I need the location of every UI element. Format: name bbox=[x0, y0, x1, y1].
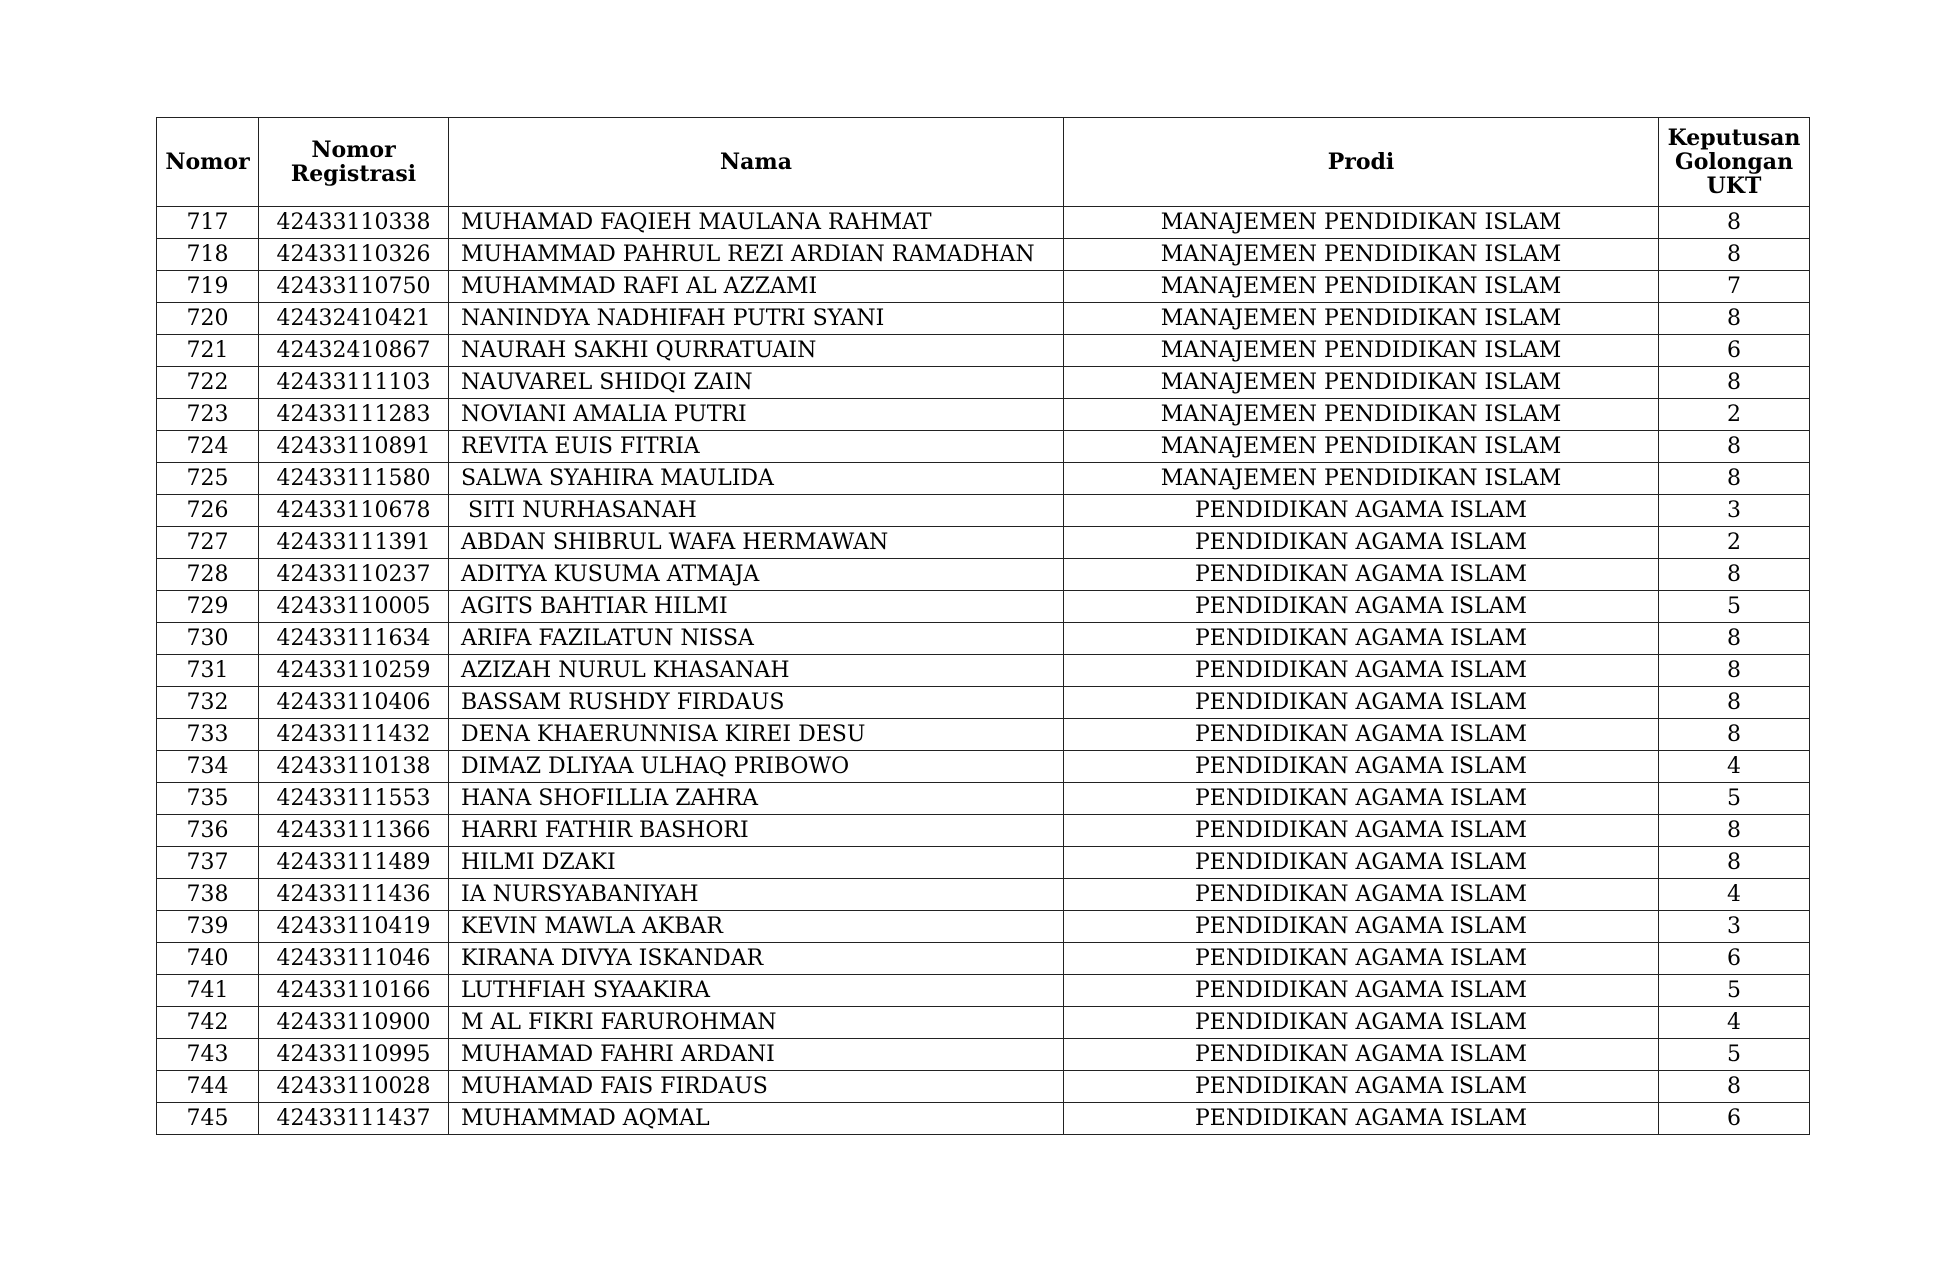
cell-nomor: 725 bbox=[157, 463, 259, 495]
cell-nomor: 724 bbox=[157, 431, 259, 463]
cell-nama: SALWA SYAHIRA MAULIDA bbox=[449, 463, 1064, 495]
table-row bbox=[157, 911, 1810, 943]
cell-nomor-registrasi: 42433110419 bbox=[259, 911, 449, 943]
table-row bbox=[157, 879, 1810, 911]
cell-nomor-registrasi: 42433111391 bbox=[259, 527, 449, 559]
cell-golongan-ukt: 8 bbox=[1659, 463, 1810, 495]
cell-prodi: PENDIDIKAN AGAMA ISLAM bbox=[1064, 1039, 1659, 1071]
table-row bbox=[157, 719, 1810, 751]
cell-golongan-ukt: 8 bbox=[1659, 367, 1810, 399]
cell-nomor-registrasi: 42433111283 bbox=[259, 399, 449, 431]
cell-prodi: PENDIDIKAN AGAMA ISLAM bbox=[1064, 495, 1659, 527]
cell-nama: AZIZAH NURUL KHASANAH bbox=[449, 655, 1064, 687]
cell-nomor: 742 bbox=[157, 1007, 259, 1039]
table-row bbox=[157, 1103, 1810, 1135]
cell-prodi: PENDIDIKAN AGAMA ISLAM bbox=[1064, 559, 1659, 591]
cell-golongan-ukt: 5 bbox=[1659, 783, 1810, 815]
cell-nomor: 722 bbox=[157, 367, 259, 399]
cell-nama: HILMI DZAKI bbox=[449, 847, 1064, 879]
header-nomor bbox=[157, 118, 259, 207]
cell-nama: ADITYA KUSUMA ATMAJA bbox=[449, 559, 1064, 591]
cell-prodi: PENDIDIKAN AGAMA ISLAM bbox=[1064, 623, 1659, 655]
cell-prodi: PENDIDIKAN AGAMA ISLAM bbox=[1064, 879, 1659, 911]
cell-nama: NOVIANI AMALIA PUTRI bbox=[449, 399, 1064, 431]
cell-nomor-registrasi: 42433110995 bbox=[259, 1039, 449, 1071]
table-row bbox=[157, 815, 1810, 847]
header-keputusan-ukt bbox=[1659, 118, 1810, 207]
table-row bbox=[157, 303, 1810, 335]
cell-nomor-registrasi: 42433110005 bbox=[259, 591, 449, 623]
cell-golongan-ukt: 8 bbox=[1659, 431, 1810, 463]
cell-nama: KEVIN MAWLA AKBAR bbox=[449, 911, 1064, 943]
header-prodi bbox=[1064, 118, 1659, 207]
cell-golongan-ukt: 7 bbox=[1659, 271, 1810, 303]
cell-nomor-registrasi: 42433111436 bbox=[259, 879, 449, 911]
table-body bbox=[157, 207, 1810, 1135]
cell-nomor-registrasi: 42433111580 bbox=[259, 463, 449, 495]
cell-nomor: 721 bbox=[157, 335, 259, 367]
cell-golongan-ukt: 2 bbox=[1659, 527, 1810, 559]
cell-prodi: PENDIDIKAN AGAMA ISLAM bbox=[1064, 655, 1659, 687]
cell-prodi: PENDIDIKAN AGAMA ISLAM bbox=[1064, 1103, 1659, 1135]
header-nama bbox=[449, 118, 1064, 207]
table-row bbox=[157, 783, 1810, 815]
header-registrasi-line2: Registrasi bbox=[290, 161, 417, 187]
table-row bbox=[157, 399, 1810, 431]
cell-prodi: PENDIDIKAN AGAMA ISLAM bbox=[1064, 719, 1659, 751]
header-nomor-label: Nomor bbox=[165, 148, 250, 175]
cell-nomor-registrasi: 42433111437 bbox=[259, 1103, 449, 1135]
cell-prodi: PENDIDIKAN AGAMA ISLAM bbox=[1064, 687, 1659, 719]
cell-golongan-ukt: 8 bbox=[1659, 207, 1810, 239]
cell-nomor-registrasi: 42433111489 bbox=[259, 847, 449, 879]
cell-golongan-ukt: 8 bbox=[1659, 303, 1810, 335]
cell-golongan-ukt: 8 bbox=[1659, 559, 1810, 591]
table-row bbox=[157, 431, 1810, 463]
cell-nomor: 740 bbox=[157, 943, 259, 975]
cell-prodi: PENDIDIKAN AGAMA ISLAM bbox=[1064, 975, 1659, 1007]
cell-nomor-registrasi: 42433110237 bbox=[259, 559, 449, 591]
table-header bbox=[157, 118, 1810, 207]
cell-nomor: 732 bbox=[157, 687, 259, 719]
cell-nomor: 734 bbox=[157, 751, 259, 783]
table-row bbox=[157, 1039, 1810, 1071]
header-ukt-line1: Keputusan bbox=[1667, 124, 1801, 151]
cell-prodi: MANAJEMEN PENDIDIKAN ISLAM bbox=[1064, 271, 1659, 303]
cell-nomor-registrasi: 42432410867 bbox=[259, 335, 449, 367]
cell-prodi: PENDIDIKAN AGAMA ISLAM bbox=[1064, 591, 1659, 623]
cell-nama: ARIFA FAZILATUN NISSA bbox=[449, 623, 1064, 655]
cell-prodi: PENDIDIKAN AGAMA ISLAM bbox=[1064, 943, 1659, 975]
cell-prodi: PENDIDIKAN AGAMA ISLAM bbox=[1064, 527, 1659, 559]
cell-nomor: 718 bbox=[157, 239, 259, 271]
header-prodi-label: Prodi bbox=[1327, 148, 1395, 175]
cell-nomor-registrasi: 42433111103 bbox=[259, 367, 449, 399]
cell-nama: M AL FIKRI FARUROHMAN bbox=[449, 1007, 1064, 1039]
cell-nomor: 743 bbox=[157, 1039, 259, 1071]
cell-nomor: 741 bbox=[157, 975, 259, 1007]
cell-nomor: 737 bbox=[157, 847, 259, 879]
cell-nomor: 723 bbox=[157, 399, 259, 431]
cell-nama: KIRANA DIVYA ISKANDAR bbox=[449, 943, 1064, 975]
table-row bbox=[157, 751, 1810, 783]
cell-nama: AGITS BAHTIAR HILMI bbox=[449, 591, 1064, 623]
cell-golongan-ukt: 3 bbox=[1659, 495, 1810, 527]
header-nomor-registrasi bbox=[259, 118, 449, 207]
cell-nomor: 733 bbox=[157, 719, 259, 751]
cell-prodi: MANAJEMEN PENDIDIKAN ISLAM bbox=[1064, 399, 1659, 431]
cell-nomor: 726 bbox=[157, 495, 259, 527]
cell-prodi: MANAJEMEN PENDIDIKAN ISLAM bbox=[1064, 463, 1659, 495]
cell-nomor: 744 bbox=[157, 1071, 259, 1103]
cell-golongan-ukt: 4 bbox=[1659, 879, 1810, 911]
cell-nomor: 738 bbox=[157, 879, 259, 911]
cell-nama: NAURAH SAKHI QURRATUAIN bbox=[449, 335, 1064, 367]
cell-nomor: 736 bbox=[157, 815, 259, 847]
cell-golongan-ukt: 8 bbox=[1659, 1071, 1810, 1103]
cell-nomor: 729 bbox=[157, 591, 259, 623]
cell-nomor: 739 bbox=[157, 911, 259, 943]
cell-golongan-ukt: 3 bbox=[1659, 911, 1810, 943]
cell-nomor-registrasi: 42433110338 bbox=[259, 207, 449, 239]
cell-nomor: 730 bbox=[157, 623, 259, 655]
table-row bbox=[157, 207, 1810, 239]
table-row bbox=[157, 367, 1810, 399]
cell-nomor-registrasi: 42433111553 bbox=[259, 783, 449, 815]
ukt-table bbox=[156, 117, 1810, 1135]
cell-nama: IA NURSYABANIYAH bbox=[449, 879, 1064, 911]
table-row bbox=[157, 239, 1810, 271]
cell-nomor-registrasi: 42433110028 bbox=[259, 1071, 449, 1103]
cell-nomor: 728 bbox=[157, 559, 259, 591]
document-page bbox=[156, 117, 1805, 1135]
cell-nomor-registrasi: 42433110406 bbox=[259, 687, 449, 719]
cell-nama: NANINDYA NADHIFAH PUTRI SYANI bbox=[449, 303, 1064, 335]
cell-golongan-ukt: 6 bbox=[1659, 943, 1810, 975]
cell-golongan-ukt: 4 bbox=[1659, 751, 1810, 783]
cell-prodi: PENDIDIKAN AGAMA ISLAM bbox=[1064, 847, 1659, 879]
table-row bbox=[157, 463, 1810, 495]
cell-nomor: 735 bbox=[157, 783, 259, 815]
cell-prodi: MANAJEMEN PENDIDIKAN ISLAM bbox=[1064, 207, 1659, 239]
cell-nomor-registrasi: 42433110750 bbox=[259, 271, 449, 303]
cell-prodi: PENDIDIKAN AGAMA ISLAM bbox=[1064, 1007, 1659, 1039]
cell-golongan-ukt: 6 bbox=[1659, 335, 1810, 367]
cell-nomor: 720 bbox=[157, 303, 259, 335]
cell-nama: REVITA EUIS FITRIA bbox=[449, 431, 1064, 463]
table-row bbox=[157, 687, 1810, 719]
cell-nomor-registrasi: 42433110138 bbox=[259, 751, 449, 783]
cell-nama: NAUVAREL SHIDQI ZAIN bbox=[449, 367, 1064, 399]
cell-prodi: PENDIDIKAN AGAMA ISLAM bbox=[1064, 1071, 1659, 1103]
cell-golongan-ukt: 5 bbox=[1659, 1039, 1810, 1071]
cell-golongan-ukt: 6 bbox=[1659, 1103, 1810, 1135]
cell-nama: DENA KHAERUNNISA KIREI DESU bbox=[449, 719, 1064, 751]
table-row bbox=[157, 943, 1810, 975]
cell-nomor-registrasi: 42433110900 bbox=[259, 1007, 449, 1039]
cell-prodi: PENDIDIKAN AGAMA ISLAM bbox=[1064, 783, 1659, 815]
cell-golongan-ukt: 4 bbox=[1659, 1007, 1810, 1039]
table-row bbox=[157, 559, 1810, 591]
table-row bbox=[157, 1007, 1810, 1039]
cell-nomor-registrasi: 42432410421 bbox=[259, 303, 449, 335]
cell-golongan-ukt: 8 bbox=[1659, 719, 1810, 751]
header-registrasi-line1: Nomor bbox=[311, 136, 396, 163]
cell-nomor-registrasi: 42433111046 bbox=[259, 943, 449, 975]
cell-nama: MUHAMAD FAQIEH MAULANA RAHMAT bbox=[449, 207, 1064, 239]
cell-prodi: MANAJEMEN PENDIDIKAN ISLAM bbox=[1064, 335, 1659, 367]
table-row bbox=[157, 623, 1810, 655]
cell-nomor-registrasi: 42433110678 bbox=[259, 495, 449, 527]
cell-nomor: 727 bbox=[157, 527, 259, 559]
table-row bbox=[157, 655, 1810, 687]
cell-nama: DIMAZ DLIYAA ULHAQ PRIBOWO bbox=[449, 751, 1064, 783]
cell-nama: MUHAMMAD RAFI AL AZZAMI bbox=[449, 271, 1064, 303]
table-row bbox=[157, 591, 1810, 623]
cell-prodi: MANAJEMEN PENDIDIKAN ISLAM bbox=[1064, 367, 1659, 399]
cell-nomor-registrasi: 42433111634 bbox=[259, 623, 449, 655]
cell-nomor-registrasi: 42433111432 bbox=[259, 719, 449, 751]
table-row bbox=[157, 975, 1810, 1007]
cell-nama: ABDAN SHIBRUL WAFA HERMAWAN bbox=[449, 527, 1064, 559]
cell-golongan-ukt: 8 bbox=[1659, 687, 1810, 719]
cell-nomor-registrasi: 42433111366 bbox=[259, 815, 449, 847]
cell-nomor-registrasi: 42433110326 bbox=[259, 239, 449, 271]
cell-golongan-ukt: 8 bbox=[1659, 655, 1810, 687]
cell-nama: MUHAMMAD PAHRUL REZI ARDIAN RAMADHAN bbox=[449, 239, 1064, 271]
table-row bbox=[157, 495, 1810, 527]
cell-nama: BASSAM RUSHDY FIRDAUS bbox=[449, 687, 1064, 719]
cell-prodi: MANAJEMEN PENDIDIKAN ISLAM bbox=[1064, 303, 1659, 335]
cell-nama: SITI NURHASANAH bbox=[449, 495, 1064, 527]
cell-nama: MUHAMAD FAIS FIRDAUS bbox=[449, 1071, 1064, 1103]
header-ukt-line3: UKT bbox=[1706, 173, 1762, 200]
header-row bbox=[157, 118, 1810, 207]
cell-golongan-ukt: 8 bbox=[1659, 815, 1810, 847]
cell-golongan-ukt: 2 bbox=[1659, 399, 1810, 431]
cell-nomor-registrasi: 42433110259 bbox=[259, 655, 449, 687]
table-row bbox=[157, 847, 1810, 879]
header-ukt-line2: Golongan bbox=[1674, 148, 1794, 175]
cell-nama: MUHAMAD FAHRI ARDANI bbox=[449, 1039, 1064, 1071]
cell-nomor: 745 bbox=[157, 1103, 259, 1135]
cell-golongan-ukt: 8 bbox=[1659, 239, 1810, 271]
cell-golongan-ukt: 8 bbox=[1659, 623, 1810, 655]
cell-nomor-registrasi: 42433110891 bbox=[259, 431, 449, 463]
cell-nama: MUHAMMAD AQMAL bbox=[449, 1103, 1064, 1135]
cell-nama: LUTHFIAH SYAAKIRA bbox=[449, 975, 1064, 1007]
table-row bbox=[157, 527, 1810, 559]
table-row bbox=[157, 271, 1810, 303]
cell-prodi: PENDIDIKAN AGAMA ISLAM bbox=[1064, 815, 1659, 847]
header-nama-label: Nama bbox=[720, 148, 792, 175]
cell-golongan-ukt: 8 bbox=[1659, 847, 1810, 879]
cell-prodi: PENDIDIKAN AGAMA ISLAM bbox=[1064, 751, 1659, 783]
cell-nomor: 719 bbox=[157, 271, 259, 303]
cell-prodi: PENDIDIKAN AGAMA ISLAM bbox=[1064, 911, 1659, 943]
cell-nomor: 731 bbox=[157, 655, 259, 687]
cell-nomor-registrasi: 42433110166 bbox=[259, 975, 449, 1007]
cell-prodi: MANAJEMEN PENDIDIKAN ISLAM bbox=[1064, 431, 1659, 463]
table-row bbox=[157, 1071, 1810, 1103]
cell-nama: HANA SHOFILLIA ZAHRA bbox=[449, 783, 1064, 815]
cell-nama: HARRI FATHIR BASHORI bbox=[449, 815, 1064, 847]
cell-nomor: 717 bbox=[157, 207, 259, 239]
cell-golongan-ukt: 5 bbox=[1659, 975, 1810, 1007]
table-row bbox=[157, 335, 1810, 367]
cell-prodi: MANAJEMEN PENDIDIKAN ISLAM bbox=[1064, 239, 1659, 271]
cell-golongan-ukt: 5 bbox=[1659, 591, 1810, 623]
